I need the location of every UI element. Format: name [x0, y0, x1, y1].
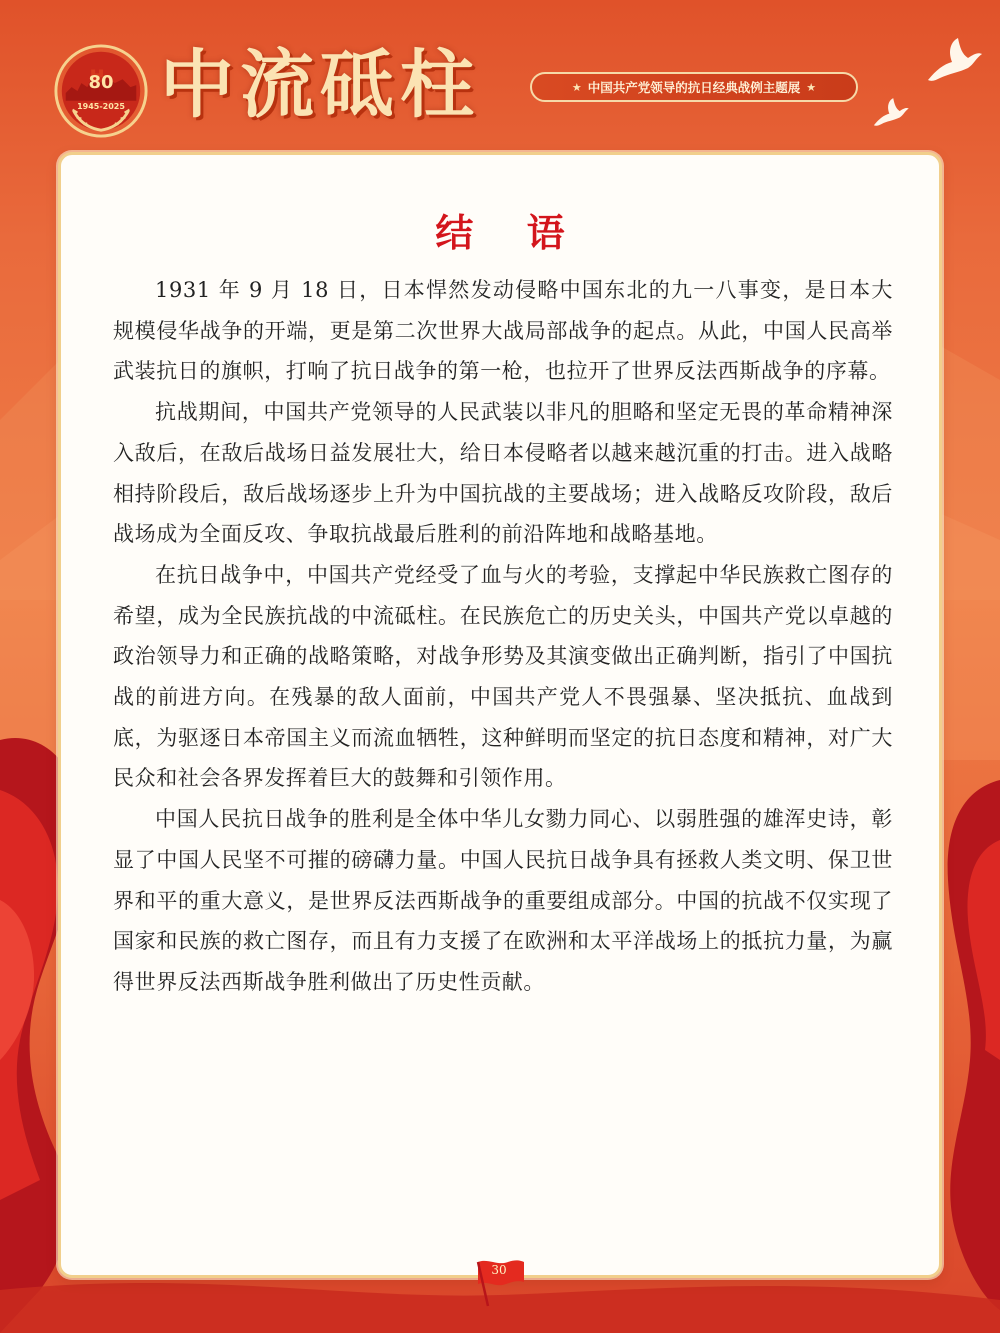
star-icon: ★ — [571, 80, 582, 94]
page-header — [0, 0, 1000, 150]
dove-icon — [870, 96, 910, 130]
exhibition-subtitle: 中国共产党领导的抗日经典战例主题展 — [587, 80, 801, 95]
star-icon: ★ — [806, 80, 817, 94]
article-paragraph: 中国人民抗日战争的胜利是全体中华儿女勠力同心、以弱胜强的雄浑史诗，彰显了中国人民坚不可摧的磅礴力量。中国人民抗日战争具有拯救人类文明、保卫世界和平的重大意义，是世界反法西斯战争的重要组成部分。中国的抗战不仅实现了国家和民族的救亡图存，而且有力支援了在欧洲和太平洋战场上的抵抗力量，为赢得世界反法西斯战争胜利做出了历史性贡献。 — [113, 807, 893, 994]
article-body — [113, 270, 893, 1003]
emblem-years: 1945-2025 — [77, 102, 125, 111]
article-paragraph: 抗战期间，中国共产党领导的人民武装以非凡的胆略和坚定无畏的革命精神深入敌后，在敌后战场日益发展壮大，给日本侵略者以越来越沉重的打击。进入战略相持阶段后，敌后战场逐步上升为中国抗战的主要战场；进入战略反攻阶段，敌后战场成为全面反攻、争取抗战最后胜利的前沿阵地和战略基地。 — [113, 400, 893, 547]
article-paragraph: 1931 年 9 月 18 日，日本悍然发动侵略中国东北的九一八事变，是日本大规模侵华战争的开端，更是第二次世界大战局部战争的起点。从此，中国人民高举武装抗日的旗帜，打响了抗日战争的第一枪，也拉开了世界反法西斯战争的序幕。 — [113, 278, 893, 384]
section-heading: 结 语 — [435, 211, 585, 255]
emblem-number: 80 — [88, 72, 114, 93]
content-panel — [58, 152, 942, 1278]
dove-icon — [922, 36, 984, 86]
page-number: 30 — [491, 1263, 507, 1277]
exhibition-subtitle-banner — [530, 72, 858, 102]
exhibition-title: 中流砥柱 — [160, 42, 480, 128]
article-paragraph: 在抗日战争中，中国共产党经受了血与火的考验，支撑起中华民族救亡图存的希望，成为全民族抗战的中流砥柱。在民族危亡的历史关头，中国共产党以卓越的政治领导力和正确的战略策略，对战争形势及其演变做出正确判断，指引了中国抗战的前进方向。在残暴的敌人面前，中国共产党人不畏强暴、坚决抵抗、血战到底，为驱逐日本帝国主义而流血牺牲，这种鲜明而坚定的抗日态度和精神，对广大民众和社会各界发挥着巨大的鼓舞和引领作用。 — [113, 562, 893, 791]
